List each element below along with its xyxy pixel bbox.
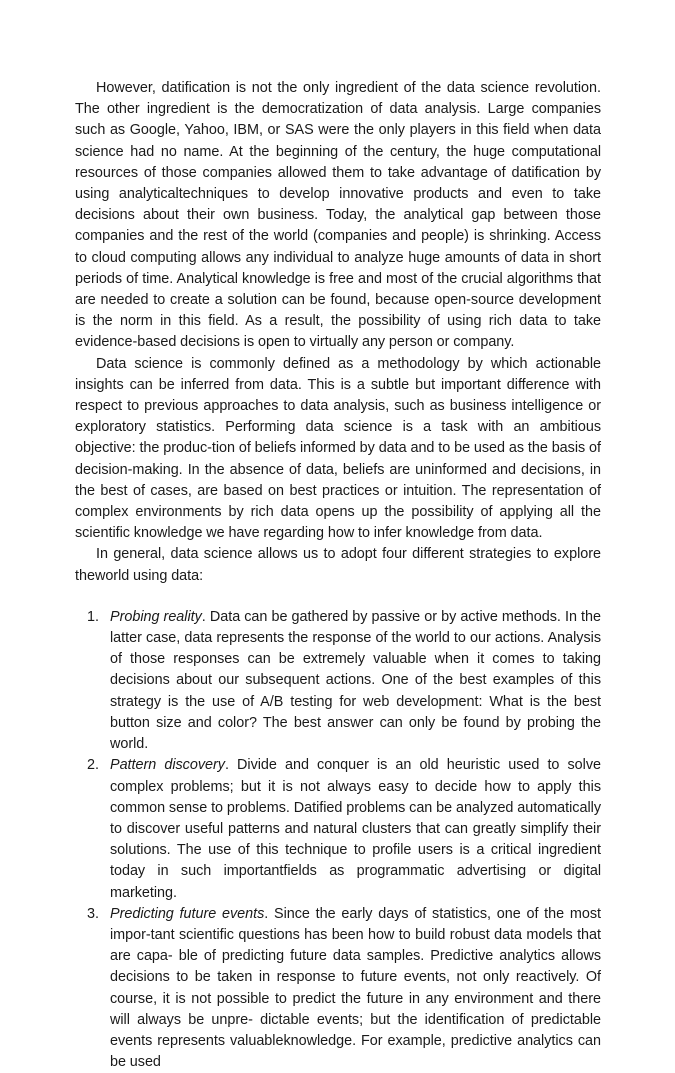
list-item-lead-in: Predicting future events — [110, 905, 265, 922]
strategy-list — [75, 607, 601, 1073]
list-item-body: . Divide and conquer is an old heuristic used to solve complex problems; but it is not always easy to decide how to apply this common sense to problems. Datified problems can be analyzed automatically to discover useful patterns and natural clusters that can greatly simplify their solutions. The use of this technique to profile users is a critical ingredient today in such importantfields as programmatic advertising or digital marketing. — [110, 757, 601, 901]
list-spacer — [75, 587, 601, 607]
list-item-marker: 3. — [87, 905, 99, 922]
paragraph-datafication: However, datification is not the only ingredient of the data science revolution. The other ingredient is the democratization of data analysis. Large companies such as Google, Yahoo, IBM, or SAS were the only players in this field when data science had no name. At the beginning of the century, the huge computational resources of those companies allowed them to take advantage of datification by using analyticaltechniques to develop innovative products and even to take decisions about their own business. Today, the analytical gap between those companies and the rest of the world (companies and people) is shrinking. Access to cloud computing allows any individual to analyze huge amounts of data in short periods of time. Analytical knowledge is free and most of the crucial algorithms that are needed to create a solution can be found, because open-source development is the norm in this field. As a result, the possibility of using rich data to take evidence-based decisions is open to virtually any person or company. — [75, 80, 601, 351]
list-item — [75, 904, 601, 1073]
list-item-body: . Data can be gathered by passive or by active methods. In the latter case, data represents the response of the world to our actions. Analysis of those responses can be extremely valuable when it comes to taking decisions about our subsequent actions. One of the best examples of this strategy is the use of A/B testing for web development: What is the best button size and color? The best answer can only be found by probing the world. — [110, 608, 601, 753]
paragraph-definition: Data science is commonly defined as a methodology by which actionable insights can be inferred from data. This is a subtle but important difference with respect to previous approaches to data analysis, such as business intelligence or exploratory statistics. Performing data science is a task with an ambitious objective: the produc-tion of beliefs informed by data and to be used as the basis of decision-making. In the absence of data, beliefs are uninformed and decisions, in the best of cases, are based on best practices or intuition. The representation of complex environments by rich data opens up the possibility of applying all the scientific knowledge we have regarding how to infer knowledge from data. — [75, 355, 601, 542]
list-item — [75, 607, 601, 755]
list-item-lead-in: Probing reality — [110, 608, 202, 625]
list-item — [75, 755, 601, 903]
text-column — [75, 78, 601, 1073]
list-item-marker: 1. — [87, 608, 99, 625]
list-item-marker: 2. — [87, 757, 99, 774]
list-item-lead-in: Pattern discovery — [110, 757, 225, 774]
list-item-body: . Since the early days of statistics, one of the most impor-tant scientific questions has been how to build robust data models that are capa- ble of predicting future data samples. Predictive analytics allows decisions to be taken in response to future events, not only reactively. Of course, it is not possible to predict the future in any environment and there will always be unpre- dictable events; but the identification of predictable events represents valuableknowledge. For example, predictive analytics can be used — [110, 905, 601, 1071]
paragraph-strategies-intro: In general, data science allows us to adopt four different strategies to explore theworld using data: — [75, 546, 601, 584]
